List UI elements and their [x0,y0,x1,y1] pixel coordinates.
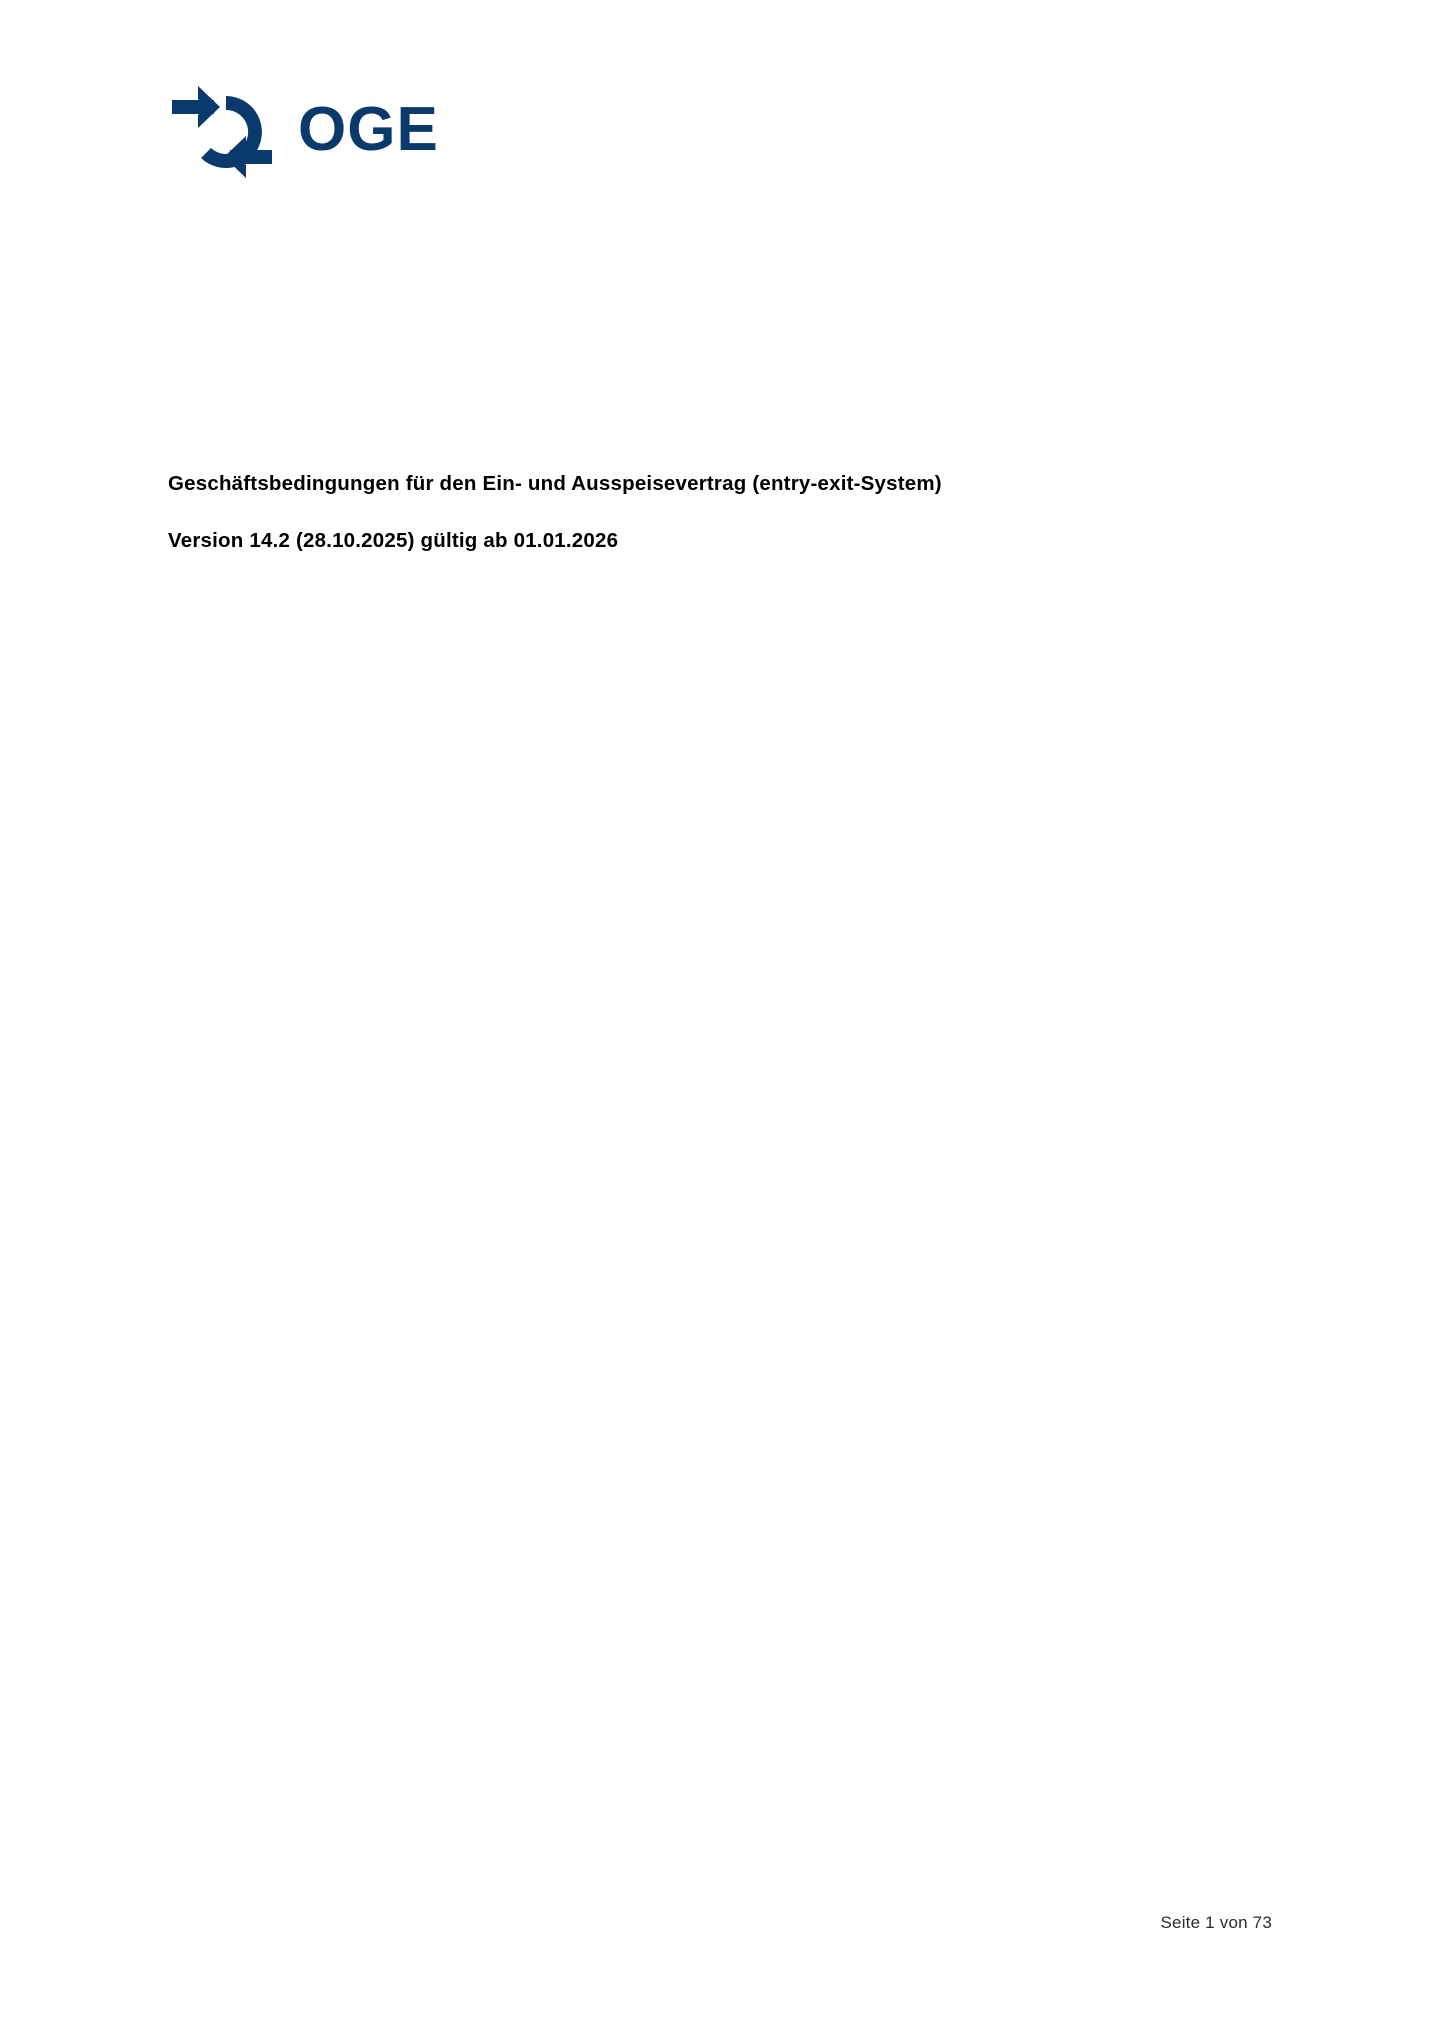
brand-wordmark: OGE [298,95,439,164]
page-title: Geschäftsbedingungen für den Ein- und Ausspeisevertrag (entry-exit-System) [168,472,942,495]
page-footer [0,1913,1440,1933]
title-block [168,468,1268,557]
brand-logo [168,78,439,186]
oge-logo-icon [168,78,276,186]
page-number-label: Seite 1 von 73 [1160,1913,1272,1932]
page-subtitle: Version 14.2 (28.10.2025) gültig ab 01.01.2026 [168,528,619,552]
